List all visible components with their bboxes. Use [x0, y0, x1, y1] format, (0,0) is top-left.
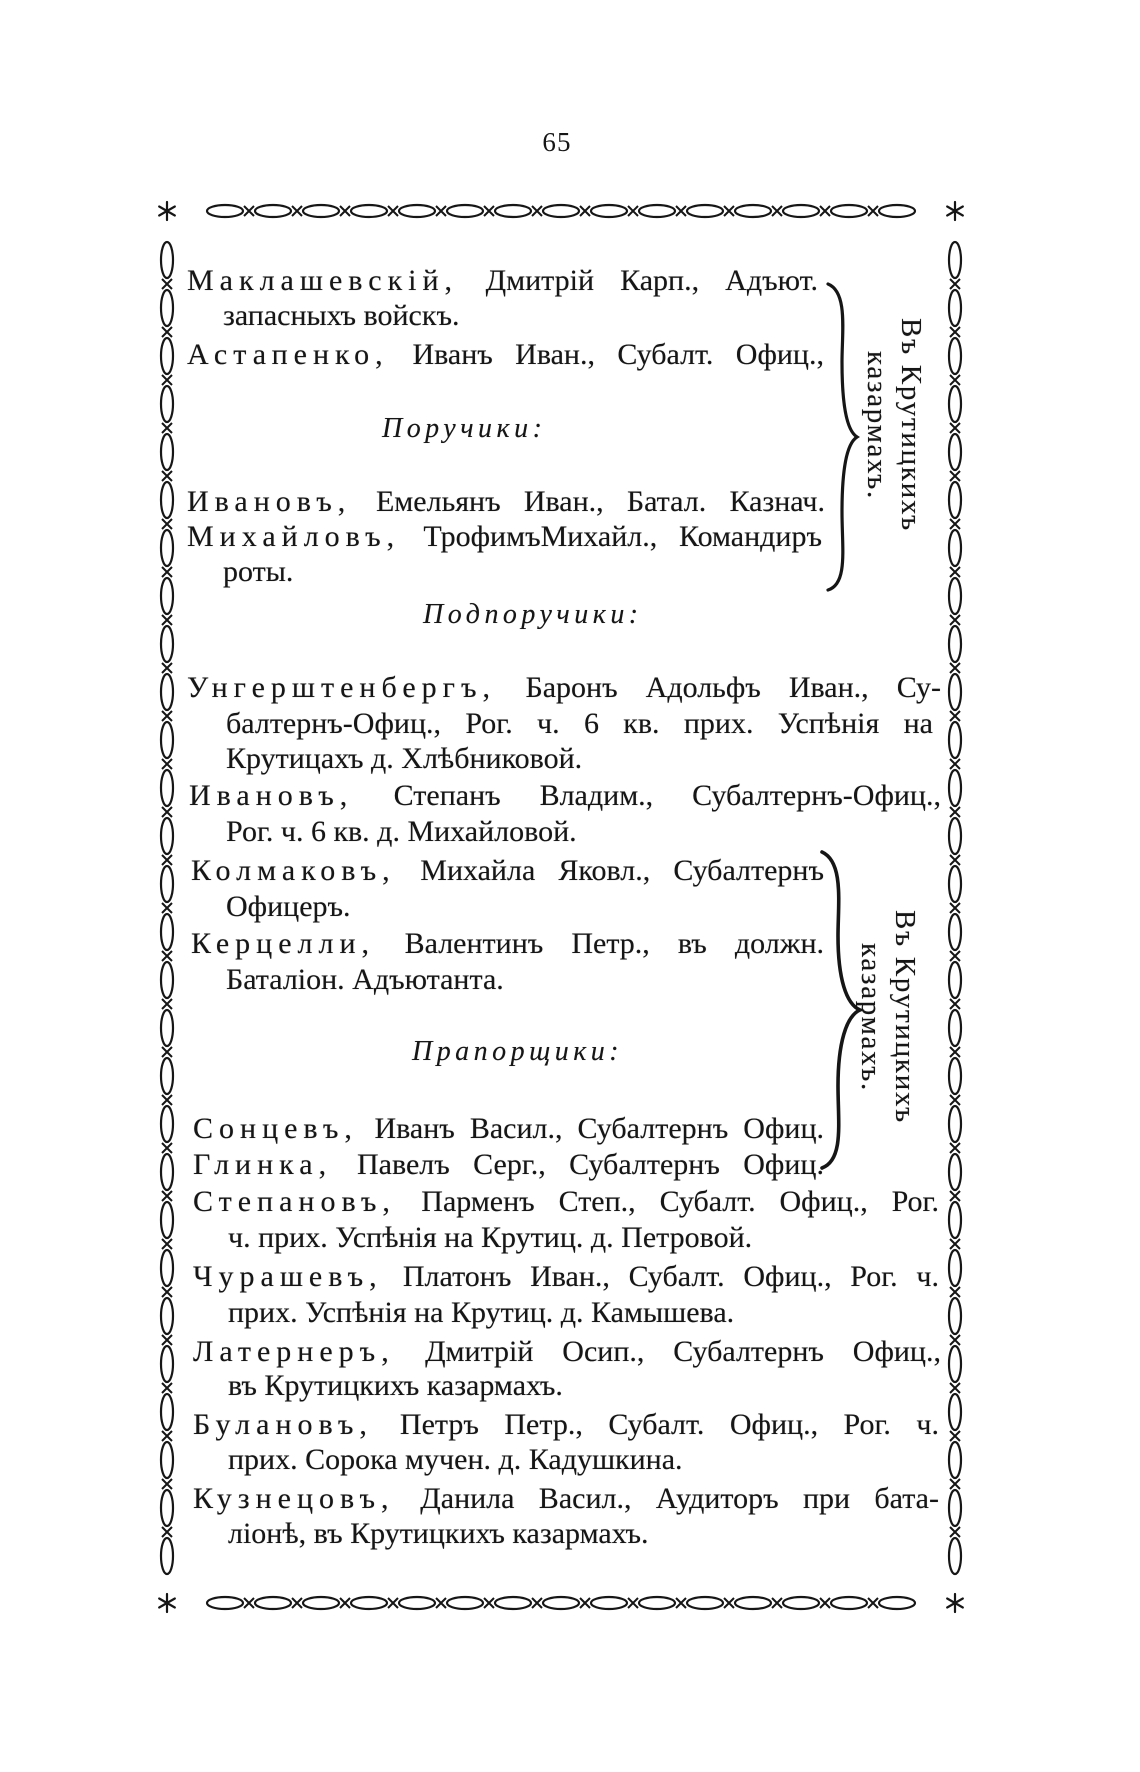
border-link-oval: [161, 242, 173, 278]
border-link-cross: [950, 375, 960, 385]
border-asterisk: [159, 1594, 175, 1612]
border-link-cross: [162, 1527, 172, 1537]
surname: Михайловъ,: [187, 520, 401, 553]
line-text: [193, 1334, 941, 1370]
entry-details: Валентинъ Петр., въ должн.: [404, 927, 824, 960]
border-link-oval: [303, 1597, 339, 1609]
entry-details: прих. Успѣнія на Крутиц. д. Камышева.: [228, 1296, 735, 1329]
line-text: [226, 962, 504, 998]
entry-continuation: [226, 706, 933, 742]
border-link-cross: [950, 999, 960, 1009]
entry-continuation: [226, 962, 504, 998]
line-text: [228, 1368, 563, 1404]
brace-upper: [828, 284, 857, 590]
border-link-oval: [161, 1106, 173, 1142]
line-text: [191, 853, 824, 889]
entry-continuation: [228, 1220, 752, 1256]
entry-details: Баронъ Адольфъ Иван., Су-: [525, 671, 941, 704]
border-link-oval: [949, 386, 961, 422]
border-link-cross: [868, 1598, 878, 1608]
line-text: [187, 484, 825, 520]
border-link-cross: [162, 951, 172, 961]
entry-line: [187, 484, 825, 520]
border-link-cross: [340, 1598, 350, 1608]
border-link-cross: [772, 1598, 782, 1608]
border-link-oval: [161, 962, 173, 998]
entry-details: Дмитрій Осип., Субалтернъ Офиц.,: [425, 1335, 941, 1368]
border-link-cross: [950, 1527, 960, 1537]
line-text: [193, 1407, 939, 1443]
border-link-oval: [949, 1394, 961, 1430]
border-link-oval: [255, 1597, 291, 1609]
entry-line: [187, 337, 824, 373]
border-link-oval: [161, 338, 173, 374]
entry-line: [187, 670, 941, 706]
border-link-oval: [161, 1202, 173, 1238]
border-link-cross: [244, 1598, 254, 1608]
border-link-cross: [162, 1095, 172, 1105]
side-note-upper: [860, 298, 928, 552]
border-link-cross: [950, 327, 960, 337]
border-link-cross: [484, 206, 494, 216]
border-link-cross: [532, 1598, 542, 1608]
border-link-cross: [950, 1479, 960, 1489]
border-link-cross: [162, 1287, 172, 1297]
border-link-cross: [950, 1191, 960, 1201]
border-link-cross: [950, 423, 960, 433]
line-text: [223, 554, 293, 590]
border-link-oval: [161, 1154, 173, 1190]
line-text: [223, 298, 459, 334]
border-link-oval: [879, 205, 915, 217]
border-link-cross: [772, 206, 782, 216]
border-link-oval: [949, 1010, 961, 1046]
border-link-oval: [949, 242, 961, 278]
border-link-oval: [161, 1250, 173, 1286]
border-link-cross: [162, 1335, 172, 1345]
border-link-cross: [292, 206, 302, 216]
border-link-cross: [532, 206, 542, 216]
entry-details: въ Крутицкихъ казармахъ.: [228, 1369, 563, 1402]
surname: Ивановъ,: [189, 779, 354, 812]
border-link-cross: [162, 519, 172, 529]
border-link-cross: [950, 1047, 960, 1057]
border-link-cross: [244, 206, 254, 216]
entry-details: Дмитрій Карп., Адъют.: [485, 264, 818, 297]
border-link-cross: [162, 855, 172, 865]
line-text: [193, 1259, 939, 1295]
entry-details: роты.: [223, 555, 294, 588]
entry-details: прих. Сорока мучен. д. Кадушкина.: [228, 1443, 683, 1476]
entry-details: Михайла Яковл., Субалтернъ: [420, 854, 824, 887]
border-link-cross: [162, 1143, 172, 1153]
entry-line: [193, 1259, 939, 1295]
border-link-cross: [950, 855, 960, 865]
border-link-cross: [580, 206, 590, 216]
border-link-cross: [950, 1143, 960, 1153]
border-link-cross: [162, 1383, 172, 1393]
border-link-cross: [162, 711, 172, 721]
surname: Сонцевъ,: [193, 1112, 358, 1145]
entry-details: Парменъ Степ., Субалт. Офиц., Рог.: [421, 1185, 939, 1218]
line-text: [228, 1442, 683, 1478]
border-link-oval: [949, 1442, 961, 1478]
border-link-cross: [162, 999, 172, 1009]
border-link-cross: [950, 903, 960, 913]
border-link-oval: [949, 1058, 961, 1094]
entry-continuation: [226, 814, 577, 850]
border-link-cross: [676, 206, 686, 216]
entry-line: [191, 926, 824, 962]
border-link-cross: [162, 807, 172, 817]
entry-line: [193, 1407, 939, 1443]
border-link-cross: [580, 1598, 590, 1608]
entry-line: [193, 1184, 939, 1220]
side-note-line: казармахъ.: [855, 942, 887, 1092]
border-link-oval: [949, 818, 961, 854]
border-link-oval: [949, 722, 961, 758]
entry-details: Степанъ Владим., Субалтернъ-Офиц.,: [393, 779, 941, 812]
border-link-oval: [303, 205, 339, 217]
border-link-oval: [949, 1106, 961, 1142]
border-link-cross: [162, 1239, 172, 1249]
border-link-oval: [949, 1298, 961, 1334]
surname: Чурашевъ,: [193, 1260, 383, 1293]
side-note-lower: [854, 888, 922, 1146]
border-link-cross: [162, 663, 172, 673]
border-link-oval: [161, 722, 173, 758]
border-link-oval: [949, 1202, 961, 1238]
border-link-cross: [950, 471, 960, 481]
border-link-cross: [950, 615, 960, 625]
entry-details: Иванъ Иван., Субалт. Офиц.,: [412, 338, 824, 371]
border-link-cross: [950, 1335, 960, 1345]
border-link-oval: [161, 1394, 173, 1430]
border-link-oval: [161, 626, 173, 662]
entry-details: ТрофимъМихайл., Командиръ: [423, 520, 822, 553]
line-text: [187, 670, 941, 706]
border-link-oval: [949, 1346, 961, 1382]
entry-continuation: [223, 298, 459, 334]
border-link-oval: [735, 1597, 771, 1609]
border-link-oval: [399, 205, 435, 217]
border-link-oval: [949, 1250, 961, 1286]
entry-details: ліонѣ, въ Крутицкихъ казармахъ.: [228, 1517, 649, 1550]
entry-line: [191, 853, 824, 889]
border-link-cross: [950, 279, 960, 289]
border-link-cross: [950, 1383, 960, 1393]
line-text: [187, 337, 824, 373]
line-text: [191, 926, 824, 962]
border-link-oval: [687, 205, 723, 217]
entry-details: Павелъ Серг., Субалтернъ Офиц.: [357, 1148, 824, 1181]
border-link-cross: [162, 1191, 172, 1201]
border-link-cross: [436, 206, 446, 216]
entry-line: [187, 519, 822, 555]
border-link-oval: [161, 1442, 173, 1478]
entry-continuation: [228, 1516, 649, 1552]
border-asterisk: [947, 1594, 963, 1612]
line-text: [189, 778, 941, 814]
border-link-cross: [950, 519, 960, 529]
border-link-oval: [735, 205, 771, 217]
line-text: [228, 1516, 649, 1552]
surname: Маклашевскій,: [187, 264, 459, 297]
border-link-oval: [399, 1597, 435, 1609]
section-heading-sub-lieutenants: Подпоручики:: [423, 599, 643, 630]
border-link-cross: [484, 1598, 494, 1608]
border-link-oval: [949, 1490, 961, 1526]
border-link-cross: [162, 279, 172, 289]
border-link-oval: [543, 1597, 579, 1609]
entry-line: [193, 1334, 941, 1370]
border-link-cross: [162, 471, 172, 481]
border-link-cross: [950, 1431, 960, 1441]
border-link-cross: [340, 206, 350, 216]
entry-continuation: [226, 889, 351, 925]
border-link-cross: [162, 327, 172, 337]
border-link-cross: [162, 375, 172, 385]
entry-details: ч. прих. Успѣнія на Крутиц. д. Петровой.: [228, 1221, 753, 1254]
entry-line: [193, 1481, 939, 1517]
surname: Латернеръ,: [193, 1335, 395, 1368]
border-link-oval: [161, 1490, 173, 1526]
border-link-oval: [831, 205, 867, 217]
border-link-oval: [161, 290, 173, 326]
border-link-oval: [161, 1058, 173, 1094]
page-number: 65: [542, 127, 572, 157]
line-text: [193, 1147, 824, 1183]
entry-details: балтернъ-Офиц., Рог. ч. 6 кв. прих. Успѣнія на: [226, 707, 933, 740]
border-link-oval: [949, 482, 961, 518]
entry-line: [187, 263, 818, 299]
border-link-oval: [949, 914, 961, 950]
entry-continuation: [228, 1442, 683, 1478]
border-link-oval: [495, 205, 531, 217]
border-link-cross: [950, 807, 960, 817]
border-link-oval: [495, 1597, 531, 1609]
border-link-oval: [447, 205, 483, 217]
border-link-oval: [687, 1597, 723, 1609]
border-link-oval: [351, 205, 387, 217]
entry-line: [193, 1111, 824, 1147]
border-link-cross: [162, 615, 172, 625]
border-link-oval: [207, 1597, 243, 1609]
border-link-cross: [628, 1598, 638, 1608]
border-link-cross: [950, 1095, 960, 1105]
surname: Кузнецовъ,: [193, 1482, 395, 1515]
entry-continuation: [223, 554, 293, 590]
entry-details: Рог. ч. 6 кв. д. Михайловой.: [226, 815, 577, 848]
border-link-oval: [161, 674, 173, 710]
line-text: [187, 519, 822, 555]
section-heading-lieutenants: Поручики:: [382, 413, 547, 444]
border-link-cross: [820, 1598, 830, 1608]
surname: Унгерштенбергъ,: [187, 671, 496, 704]
entry-details: Емельянъ Иван., Батал. Казнач.: [375, 485, 825, 518]
side-note-line: Въ Крутицкихъ: [889, 910, 921, 1124]
entry-details: запасныхъ войскъ.: [223, 299, 460, 332]
surname: Булановъ,: [193, 1408, 373, 1441]
line-text: [228, 1295, 734, 1331]
border-link-cross: [950, 567, 960, 577]
border-asterisk: [159, 202, 175, 220]
entry-details: Иванъ Васил., Субалтернъ Офиц.: [374, 1112, 824, 1145]
border-link-oval: [591, 1597, 627, 1609]
border-link-oval: [161, 578, 173, 614]
border-link-oval: [161, 530, 173, 566]
entry-details: Петръ Петр., Субалт. Офиц., Рог. ч.: [399, 1408, 939, 1441]
border-link-oval: [639, 205, 675, 217]
border-link-oval: [161, 914, 173, 950]
border-link-oval: [161, 866, 173, 902]
entry-details: Данила Васил., Аудиторъ при бата-: [420, 1482, 939, 1515]
border-link-oval: [591, 205, 627, 217]
border-link-cross: [820, 206, 830, 216]
border-link-oval: [543, 205, 579, 217]
border-link-cross: [162, 759, 172, 769]
border-asterisk: [947, 202, 963, 220]
border-link-cross: [950, 1239, 960, 1249]
border-link-oval: [639, 1597, 675, 1609]
entry-continuation: [228, 1368, 563, 1404]
side-note-line: казармахъ.: [861, 350, 893, 500]
surname: Глинка,: [193, 1148, 333, 1181]
border-link-cross: [436, 1598, 446, 1608]
border-link-cross: [950, 951, 960, 961]
line-text: [193, 1184, 939, 1220]
border-link-oval: [949, 866, 961, 902]
line-text: [193, 1111, 824, 1147]
line-text: [187, 263, 818, 299]
side-note-line: Въ Крутицкихъ: [895, 318, 927, 532]
border-link-cross: [162, 903, 172, 913]
border-link-oval: [949, 530, 961, 566]
border-link-oval: [161, 1010, 173, 1046]
section-heading-ensigns: Прапорщики:: [412, 1036, 624, 1067]
border-link-cross: [162, 1047, 172, 1057]
line-text: [226, 706, 933, 742]
border-link-cross: [162, 567, 172, 577]
border-link-oval: [447, 1597, 483, 1609]
border-link-cross: [724, 1598, 734, 1608]
surname: Астапенко,: [187, 338, 389, 371]
border-link-oval: [949, 962, 961, 998]
surname: Керцелли,: [191, 927, 376, 960]
entry-continuation: [226, 741, 582, 777]
border-link-cross: [950, 1287, 960, 1297]
border-link-cross: [162, 1431, 172, 1441]
border-link-oval: [783, 205, 819, 217]
border-link-oval: [949, 290, 961, 326]
border-link-oval: [161, 434, 173, 470]
border-link-oval: [161, 770, 173, 806]
border-link-oval: [949, 338, 961, 374]
border-link-oval: [161, 818, 173, 854]
surname: Степановъ,: [193, 1185, 396, 1218]
line-text: [226, 889, 351, 925]
entry-line: [189, 778, 941, 814]
border-link-cross: [388, 1598, 398, 1608]
border-link-oval: [161, 1346, 173, 1382]
border-link-oval: [255, 205, 291, 217]
border-link-oval: [207, 205, 243, 217]
entry-details: Баталіон. Адъютанта.: [226, 963, 504, 996]
surname: Колмаковъ,: [191, 854, 396, 887]
entry-line: [193, 1147, 824, 1183]
border-link-oval: [949, 770, 961, 806]
border-link-cross: [388, 206, 398, 216]
border-link-oval: [949, 1538, 961, 1574]
entry-continuation: [228, 1295, 734, 1331]
line-text: [193, 1481, 939, 1517]
border-link-oval: [949, 578, 961, 614]
border-link-oval: [949, 1154, 961, 1190]
border-link-cross: [162, 423, 172, 433]
line-text: [226, 814, 577, 850]
border-link-oval: [949, 674, 961, 710]
border-link-oval: [161, 482, 173, 518]
border-link-oval: [351, 1597, 387, 1609]
border-link-oval: [949, 434, 961, 470]
border-link-cross: [628, 206, 638, 216]
border-link-cross: [676, 1598, 686, 1608]
entry-details: Платонъ Иван., Субалт. Офиц., Рог. ч.: [402, 1260, 939, 1293]
border-link-cross: [950, 759, 960, 769]
border-link-cross: [868, 206, 878, 216]
border-link-oval: [783, 1597, 819, 1609]
border-link-cross: [162, 1479, 172, 1489]
border-link-oval: [161, 1298, 173, 1334]
line-text: [228, 1220, 752, 1256]
line-text: [226, 741, 582, 777]
border-link-oval: [161, 386, 173, 422]
border-link-oval: [831, 1597, 867, 1609]
border-link-cross: [724, 206, 734, 216]
border-link-cross: [950, 663, 960, 673]
border-link-oval: [161, 1538, 173, 1574]
surname: Ивановъ,: [187, 485, 352, 518]
entry-details: Офицеръ.: [226, 890, 351, 923]
border-link-cross: [292, 1598, 302, 1608]
entry-details: Крутицахъ д. Хлѣбниковой.: [226, 742, 583, 775]
border-link-oval: [949, 626, 961, 662]
border-link-cross: [950, 711, 960, 721]
border-link-oval: [879, 1597, 915, 1609]
